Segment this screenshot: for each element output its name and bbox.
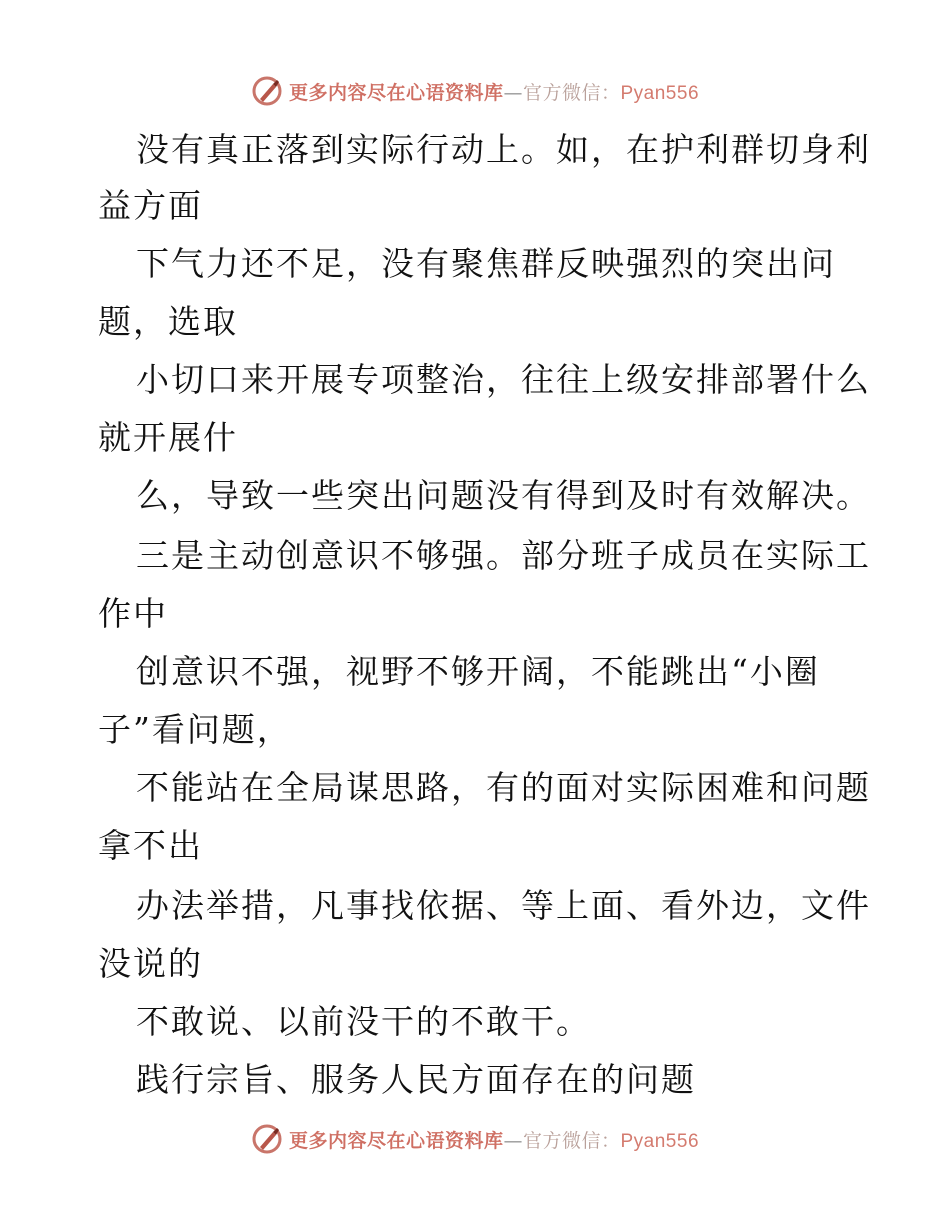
- watermark-brand: 更多内容尽在心语资料库: [288, 1129, 504, 1152]
- pen-logo-icon: [251, 75, 283, 107]
- text-line: 拿不出: [98, 826, 203, 865]
- text-line: 办法举措，凡事找依据、等上面、看外边，文件: [136, 886, 871, 925]
- watermark-brand: 更多内容尽在心语资料库: [288, 81, 504, 104]
- text-line: 益方面: [98, 186, 203, 225]
- text-line: 就开展什: [98, 418, 238, 457]
- text-line: 践行宗旨、服务人民方面存在的问题: [136, 1060, 696, 1099]
- watermark-text: [289, 78, 699, 105]
- watermark-dash: —: [503, 1129, 523, 1152]
- text-line: 没说的: [98, 944, 203, 983]
- watermark-sub: 官方微信：: [522, 81, 621, 104]
- text-line: 么，导致一些突出问题没有得到及时有效解决。: [136, 476, 871, 515]
- text-line: 小切口来开展专项整治，往往上级安排部署什么: [136, 360, 871, 399]
- text-line: 创意识不强，视野不够开阔，不能跳出“小圈: [136, 652, 820, 691]
- text-line: 没有真正落到实际行动上。如，在护利群切身利: [136, 130, 871, 169]
- watermark-id: Pyan556: [620, 1130, 700, 1152]
- pen-logo-icon: [251, 1123, 283, 1155]
- watermark-id: Pyan556: [620, 82, 700, 104]
- watermark-sub: 官方微信：: [522, 1129, 621, 1152]
- text-line: 不敢说、以前没干的不敢干。: [136, 1002, 591, 1041]
- text-line: 三是主动创意识不够强。部分班子成员在实际工: [136, 536, 871, 575]
- text-line: 下气力还不足，没有聚焦群反映强烈的突出问: [136, 244, 836, 283]
- watermark-text: [289, 1126, 699, 1153]
- text-line: 不能站在全局谋思路，有的面对实际困难和问题: [136, 768, 871, 807]
- text-line: 子”看问题，: [98, 710, 292, 749]
- header-watermark: [0, 71, 950, 111]
- watermark-dash: —: [503, 81, 523, 104]
- text-line: 题，选取: [98, 302, 238, 341]
- text-line: 作中: [98, 594, 168, 633]
- footer-watermark: [0, 1119, 950, 1159]
